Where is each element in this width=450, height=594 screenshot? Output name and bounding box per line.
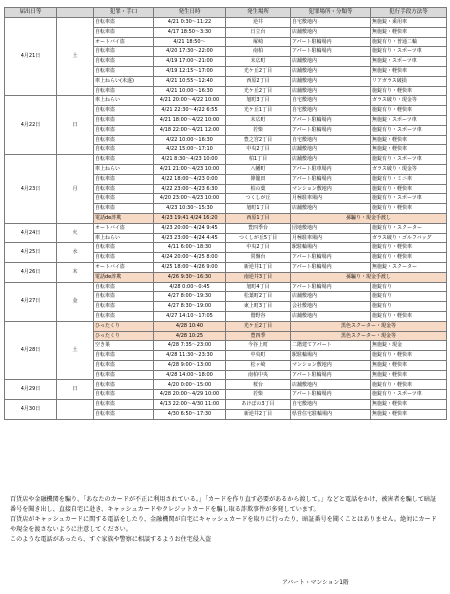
location-cell: 南柏: [226, 47, 291, 57]
location-cell: 日立台: [226, 27, 291, 37]
day-of-week: 火: [57, 223, 94, 243]
crime-type-cell: 自転車盗: [94, 390, 154, 400]
location-cell: 中央2丁目: [226, 243, 291, 253]
place-type-cell: 駅駐輪場内: [291, 243, 371, 253]
date-time-cell: 4/23 23:00～4/24 4:45: [154, 233, 226, 243]
place-type-cell: 店舗敷地内: [291, 204, 371, 214]
crime-type-cell: 自転車盗: [94, 57, 154, 67]
place-type-cell: 店舗敷地内: [291, 76, 371, 86]
crime-type-cell: 自転車盗: [94, 380, 154, 390]
place-type-cell: 自宅敷地内: [291, 18, 371, 28]
place-type-cell: 自宅敷地内: [291, 400, 371, 410]
place-type-cell: 店舗敷地内: [291, 155, 371, 165]
report-date: 4月24日: [5, 223, 57, 243]
date-time-cell: 4/21 21:00～4/23 10:00: [154, 164, 226, 174]
date-time-cell: 4/20 17:30～22:00: [154, 47, 226, 57]
method-cell: ガラス破り・現金等: [371, 164, 447, 174]
table-row: [5, 262, 447, 272]
date-time-cell: 4/19 12:15～17:00: [154, 66, 226, 76]
day-of-week: 木: [57, 262, 94, 282]
location-cell: 旭町1丁目: [226, 204, 291, 214]
location-cell: 松ヶ崎: [226, 360, 291, 370]
crime-type-cell: 電話de詐欺: [94, 213, 154, 223]
crime-type-cell: 自転車盗: [94, 47, 154, 57]
method-cell: 施錠有り・軽快車: [371, 86, 447, 96]
report-date: 4月27日: [5, 282, 57, 321]
day-of-week: [57, 400, 94, 420]
table-row: [5, 18, 447, 28]
crime-type-cell: 自転車盗: [94, 360, 154, 370]
notes-paragraph-1: 百貨店や金融機関を騙り、「あなたのカードが不正に利用されている。」「カードを作り直す必要があるから渡して。」などと電話をかけ、被害者を騙して暗証番号を聞き出し、直接自宅に赴き、キャッシュカードやクレジットカードを騙し取る詐欺事件が多発しています。: [10, 496, 437, 513]
place-type-cell: アパート駐輪場内: [291, 125, 371, 135]
place-type-cell: アパート駐輪場内: [291, 47, 371, 57]
location-cell: 篠籠田: [226, 174, 291, 184]
location-cell: 若柴: [226, 390, 291, 400]
crime-type-cell: 車上ねらい: [94, 96, 154, 106]
place-type-cell: 県営住宅駐輪場内: [291, 409, 371, 419]
crime-type-cell: 自転車盗: [94, 400, 154, 410]
place-type-cell: 店舗敷地内: [291, 292, 371, 302]
location-cell: 豊四季台: [226, 223, 291, 233]
location-cell: 末広町: [226, 57, 291, 67]
location-cell: 光ケ丘1丁目: [226, 106, 291, 116]
method-cell: 無施錠・スポーツ車: [371, 57, 447, 67]
report-date: 4月23日: [5, 155, 57, 224]
method-cell: 施錠有り・普通二輪: [371, 37, 447, 47]
column-header-1: [57, 8, 94, 18]
date-time-cell: 4/20 0:00～15:00: [154, 380, 226, 390]
method-cell: リアガラス破損: [371, 76, 447, 86]
place-type-cell: アパート駐輪場内: [291, 262, 371, 272]
crime-type-cell: 自転車盗: [94, 18, 154, 28]
crime-type-cell: 自転車盗: [94, 184, 154, 194]
method-cell: 無施錠・乗用車: [371, 18, 447, 28]
date-time-cell: 4/28 10:40: [154, 321, 226, 331]
location-cell: 新逆井2丁目: [226, 409, 291, 419]
date-time-cell: 4/21 20:00～4/22 10:00: [154, 96, 226, 106]
column-header-2: 犯罪・手口: [94, 8, 154, 18]
method-cell: 施錠有り: [371, 292, 447, 302]
place-type-cell: アパート駐輪場内: [291, 37, 371, 47]
method-cell: 施錠有り・スポーツ車: [371, 194, 447, 204]
method-cell: 施錠有り・軽快車: [371, 204, 447, 214]
location-cell: 柏の葉: [226, 184, 291, 194]
crime-type-cell: 自転車盗: [94, 292, 154, 302]
place-type-cell: アパート駐輪場内: [291, 282, 371, 292]
crime-type-cell: ひったくり: [94, 331, 154, 341]
location-cell: 南柏中央: [226, 370, 291, 380]
table-row: [5, 223, 447, 233]
place-type-cell: 団地敷地内: [291, 223, 371, 233]
table-row: [5, 282, 447, 292]
location-cell: 旭町3丁目: [226, 96, 291, 106]
crime-type-cell: 自転車盗: [94, 302, 154, 312]
crime-type-cell: ひったくり: [94, 321, 154, 331]
method-cell: 無施錠・スポーツ車: [371, 115, 447, 125]
method-cell: 無施錠・軽快車: [371, 145, 447, 155]
place-type-cell: マンション敷地内: [291, 184, 371, 194]
report-date: 4月29日: [5, 380, 57, 400]
method-cell: 施錠有り・スポーツ車: [371, 155, 447, 165]
date-time-cell: 4/23 19:41 4/24 16:20: [154, 213, 226, 223]
place-type-cell: 孫騙り・現金手渡し: [291, 213, 447, 223]
date-time-cell: 4/21 10:00～16:30: [154, 86, 226, 96]
date-time-cell: 4/21 22:30～4/22 6:55: [154, 106, 226, 116]
date-time-cell: 4/21 8:30～4/23 10:00: [154, 155, 226, 165]
place-type-cell: 黒色スクーター・現金等: [291, 331, 447, 341]
crime-type-cell: 自転車盗: [94, 253, 154, 263]
date-time-cell: 4/27 8:30～19:00: [154, 302, 226, 312]
crime-type-cell: 自転車盗: [94, 311, 154, 321]
method-cell: 施錠有り・軽快車: [371, 106, 447, 116]
method-cell: ガラス破り・現金等: [371, 96, 447, 106]
day-of-week: 水: [57, 243, 94, 263]
location-cell: つくしが丘5丁目: [226, 233, 291, 243]
place-type-cell: 駅駐輪場内: [291, 351, 371, 361]
method-cell: 施錠有り・スクーター: [371, 223, 447, 233]
footer-note: アパート・マンション1階: [282, 580, 349, 586]
place-type-cell: マンション敷地内: [291, 360, 371, 370]
crime-type-cell: 自転車盗: [94, 155, 154, 165]
date-time-cell: 4/28 7:35～23:00: [154, 341, 226, 351]
date-time-cell: 4/28 14:00～18:00: [154, 370, 226, 380]
location-cell: 中央2丁目: [226, 145, 291, 155]
method-cell: 施錠有り・軽快車: [371, 380, 447, 390]
date-time-cell: 4/23 20:00～4/24 9:45: [154, 223, 226, 233]
notes-paragraph-3-tail: 住宅侵入盗: [180, 536, 212, 543]
date-time-cell: 4/22 18:00～4/23 0:00: [154, 174, 226, 184]
method-cell: 施錠有り: [371, 302, 447, 312]
notes-paragraph-2: 百貨店がキャッシュカードに関する電話をしたり、金融機関が自宅にキャッシュカードを取りに行ったり、暗証番号を聞くことはありません。絶対にカードや現金を渡さないように注意してください。: [10, 516, 437, 533]
date-time-cell: 4/17 18:50～3:30: [154, 27, 226, 37]
date-time-cell: 4/27 14:10～17:05: [154, 311, 226, 321]
crime-type-cell: 車上ねらい(未遂): [94, 76, 154, 86]
location-cell: 逆井: [226, 18, 291, 28]
table-row: [5, 380, 447, 390]
location-cell: 今谷上町: [226, 341, 291, 351]
table-row: [5, 400, 447, 410]
crime-type-cell: 自転車盗: [94, 66, 154, 76]
method-cell: 無施錠・軽快車: [371, 409, 447, 419]
method-cell: 施錠有り・ミニ車: [371, 174, 447, 184]
date-time-cell: 4/13 22:00～4/30 11:00: [154, 400, 226, 410]
place-type-cell: アパート駐輪場内: [291, 174, 371, 184]
place-type-cell: 店舗敷地内: [291, 66, 371, 76]
date-time-cell: 4/21 18:50～: [154, 37, 226, 47]
place-type-cell: 店舗敷地内: [291, 380, 371, 390]
date-time-cell: 4/19 17:00～21:00: [154, 57, 226, 67]
method-cell: 無施錠・軽快車: [371, 135, 447, 145]
location-cell: 八幡町: [226, 164, 291, 174]
place-type-cell: 店舗敷地内: [291, 145, 371, 155]
column-header-4: 発生場所: [226, 8, 291, 18]
method-cell: 施錠有り・スポーツ車: [371, 47, 447, 57]
crime-type-cell: 自転車盗: [94, 115, 154, 125]
date-time-cell: 4/28 20:00～4/29 10:00: [154, 390, 226, 400]
notes-paragraph-3: [10, 535, 442, 545]
place-type-cell: アパート駐輪場内: [291, 115, 371, 125]
method-cell: 無施錠・現金: [371, 341, 447, 351]
method-cell: 無施錠・軽快車: [371, 370, 447, 380]
date-time-cell: 4/20 23:00～4/23 10:00: [154, 194, 226, 204]
date-time-cell: 4/22 23:00～4/23 6:30: [154, 184, 226, 194]
date-time-cell: 4/23 10:30～15:30: [154, 204, 226, 214]
location-cell: 若柴: [226, 125, 291, 135]
place-type-cell: 月極駐車場内: [291, 233, 371, 243]
day-of-week: 月: [57, 155, 94, 224]
table-row: [5, 321, 447, 331]
place-type-cell: アパート駐輪場内: [291, 253, 371, 263]
place-type-cell: アパート駐輪場内: [291, 370, 371, 380]
location-cell: 西原2丁目: [226, 76, 291, 86]
table-row: [5, 155, 447, 165]
location-cell: 豊之宮2丁目: [226, 135, 291, 145]
method-cell: 施錠有り・スポーツ車: [371, 390, 447, 400]
place-type-cell: アパート駐車場内: [291, 164, 371, 174]
crime-type-cell: 自転車盗: [94, 204, 154, 214]
date-time-cell: 4/22 15:00～17:10: [154, 145, 226, 155]
table-header: [5, 8, 447, 18]
location-cell: つくしが丘: [226, 194, 291, 204]
table-row: [5, 96, 447, 106]
location-cell: 光ケ丘2丁目: [226, 321, 291, 331]
report-date: 4月21日: [5, 18, 57, 96]
day-of-week: 土: [57, 18, 94, 96]
date-time-cell: 4/28 0:00～0:45: [154, 282, 226, 292]
crime-type-cell: 自転車盗: [94, 282, 154, 292]
crime-type-cell: オートバイ盗: [94, 262, 154, 272]
crime-type-cell: 自転車盗: [94, 86, 154, 96]
crime-type-cell: オートバイ盗: [94, 37, 154, 47]
location-cell: 鷲野谷: [226, 311, 291, 321]
method-cell: 施錠有り・軽快車: [371, 311, 447, 321]
date-time-cell: 4/18 22:00～4/21 12:00: [154, 125, 226, 135]
crime-type-cell: 自転車盗: [94, 194, 154, 204]
location-cell: 常盤台: [226, 253, 291, 263]
notes-section: [10, 495, 442, 545]
notes-paragraph-3-text: このような電話があったら、すぐ家族や警察に相談するようお: [10, 536, 181, 543]
crime-type-cell: 自転車盗: [94, 409, 154, 419]
method-cell: 無施錠・軽快車: [371, 27, 447, 37]
method-cell: 無施錠・軽快車: [371, 400, 447, 410]
date-time-cell: 4/30 6:50～17:30: [154, 409, 226, 419]
method-cell: 施錠有り・スポーツ車: [371, 125, 447, 135]
date-time-cell: 4/21 18:00～4/22 10:00: [154, 115, 226, 125]
date-time-cell: 4/27 8:00～19:30: [154, 292, 226, 302]
crime-type-cell: 自転車盗: [94, 370, 154, 380]
location-cell: 新逆井1丁目: [226, 262, 291, 272]
date-time-cell: 4/28 10:25: [154, 331, 226, 341]
method-cell: ガラス破り・ゴルフバッグ: [371, 233, 447, 243]
date-time-cell: 4/25 18:00～4/26 9:00: [154, 262, 226, 272]
report-date: 4月28日: [5, 321, 57, 380]
date-time-cell: 4/28 11:30～23:30: [154, 351, 226, 361]
crime-type-cell: 車上ねらい: [94, 164, 154, 174]
column-header-5: 犯罪場所・分類等: [291, 8, 371, 18]
column-header-6: 犯行手段方法等: [371, 8, 447, 18]
report-date: 4月30日: [5, 400, 57, 420]
location-cell: 南逆井3丁目: [226, 272, 291, 282]
place-type-cell: 自宅敷地内: [291, 135, 371, 145]
crime-type-cell: 自転車盗: [94, 174, 154, 184]
crime-type-cell: 空き巣: [94, 341, 154, 351]
date-time-cell: 4/21 10:55～12:40: [154, 76, 226, 86]
date-time-cell: 4/22 10:00～16:30: [154, 135, 226, 145]
date-time-cell: 4/26 9:30～16:30: [154, 272, 226, 282]
place-type-cell: アパート駐輪場内: [291, 390, 371, 400]
place-type-cell: 店舗敷地内: [291, 311, 371, 321]
place-type-cell: 店舗敷地内: [291, 86, 371, 96]
method-cell: 施錠有り・軽快車: [371, 253, 447, 263]
location-cell: 東上町3丁目: [226, 302, 291, 312]
place-type-cell: 黒色スクーター・現金等: [291, 321, 447, 331]
method-cell: 無施錠・軽快車: [371, 360, 447, 370]
crime-type-cell: 自転車盗: [94, 135, 154, 145]
report-date: 4月22日: [5, 96, 57, 155]
location-cell: 末広町: [226, 115, 291, 125]
method-cell: 施錠有り・軽快車: [371, 243, 447, 253]
day-of-week: 日: [57, 96, 94, 155]
location-cell: あけぼの3丁目: [226, 400, 291, 410]
crime-type-cell: 自転車盗: [94, 145, 154, 155]
location-cell: 松葉町2丁目: [226, 292, 291, 302]
crime-report-table: [4, 7, 447, 420]
table-row: [5, 243, 447, 253]
date-time-cell: 4/21 0:30～11:22: [154, 18, 226, 28]
crime-type-cell: 自転車盗: [94, 243, 154, 253]
crime-type-cell: 自転車盗: [94, 27, 154, 37]
location-cell: 桜台: [226, 380, 291, 390]
crime-type-cell: 車上ねらい: [94, 233, 154, 243]
date-time-cell: 4/28 9:00～13:00: [154, 360, 226, 370]
method-cell: 施錠有り・軽快車: [371, 351, 447, 361]
method-cell: 施錠有り: [371, 282, 447, 292]
crime-type-cell: 自転車盗: [94, 125, 154, 135]
report-date: 4月25日: [5, 243, 57, 263]
crime-type-cell: オートバイ盗: [94, 223, 154, 233]
method-cell: 無施錠・軽快車: [371, 66, 447, 76]
location-cell: 光ケ丘2丁目: [226, 66, 291, 76]
place-type-cell: 月極駐車場内: [291, 194, 371, 204]
location-cell: 中央町: [226, 351, 291, 361]
place-type-cell: 店舗敷地内: [291, 57, 371, 67]
location-cell: 塚崎: [226, 37, 291, 47]
column-header-3: 発生日時: [154, 8, 226, 18]
date-time-cell: 4/24 20:00～4/25 8:00: [154, 253, 226, 263]
crime-type-cell: 自転車盗: [94, 351, 154, 361]
column-header-0: 届出日等: [5, 8, 57, 18]
location-cell: 柏1丁目: [226, 155, 291, 165]
location-cell: 旭町4丁目: [226, 282, 291, 292]
crime-type-cell: 電話de詐欺: [94, 272, 154, 282]
crime-type-cell: 自転車盗: [94, 106, 154, 116]
method-cell: 無施錠・スクーター: [371, 262, 447, 272]
day-of-week: 土: [57, 321, 94, 380]
date-time-cell: 4/11 6:00～18:30: [154, 243, 226, 253]
place-type-cell: 店舗敷地内: [291, 27, 371, 37]
location-cell: 西原1丁目: [226, 213, 291, 223]
day-of-week: 金: [57, 282, 94, 321]
method-cell: 施錠有り・軽快車: [371, 184, 447, 194]
table-body: [5, 18, 447, 420]
location-cell: 光ケ丘2丁目: [226, 86, 291, 96]
place-type-cell: 二階建てアパート: [291, 341, 371, 351]
place-type-cell: 自宅敷地内: [291, 96, 371, 106]
day-of-week: 日: [57, 380, 94, 400]
place-type-cell: 会社敷地内: [291, 302, 371, 312]
report-date: 4月26日: [5, 262, 57, 282]
place-type-cell: 自宅敷地内: [291, 106, 371, 116]
location-cell: 豊四季: [226, 331, 291, 341]
place-type-cell: 孫騙り・現金手渡し: [291, 272, 447, 282]
